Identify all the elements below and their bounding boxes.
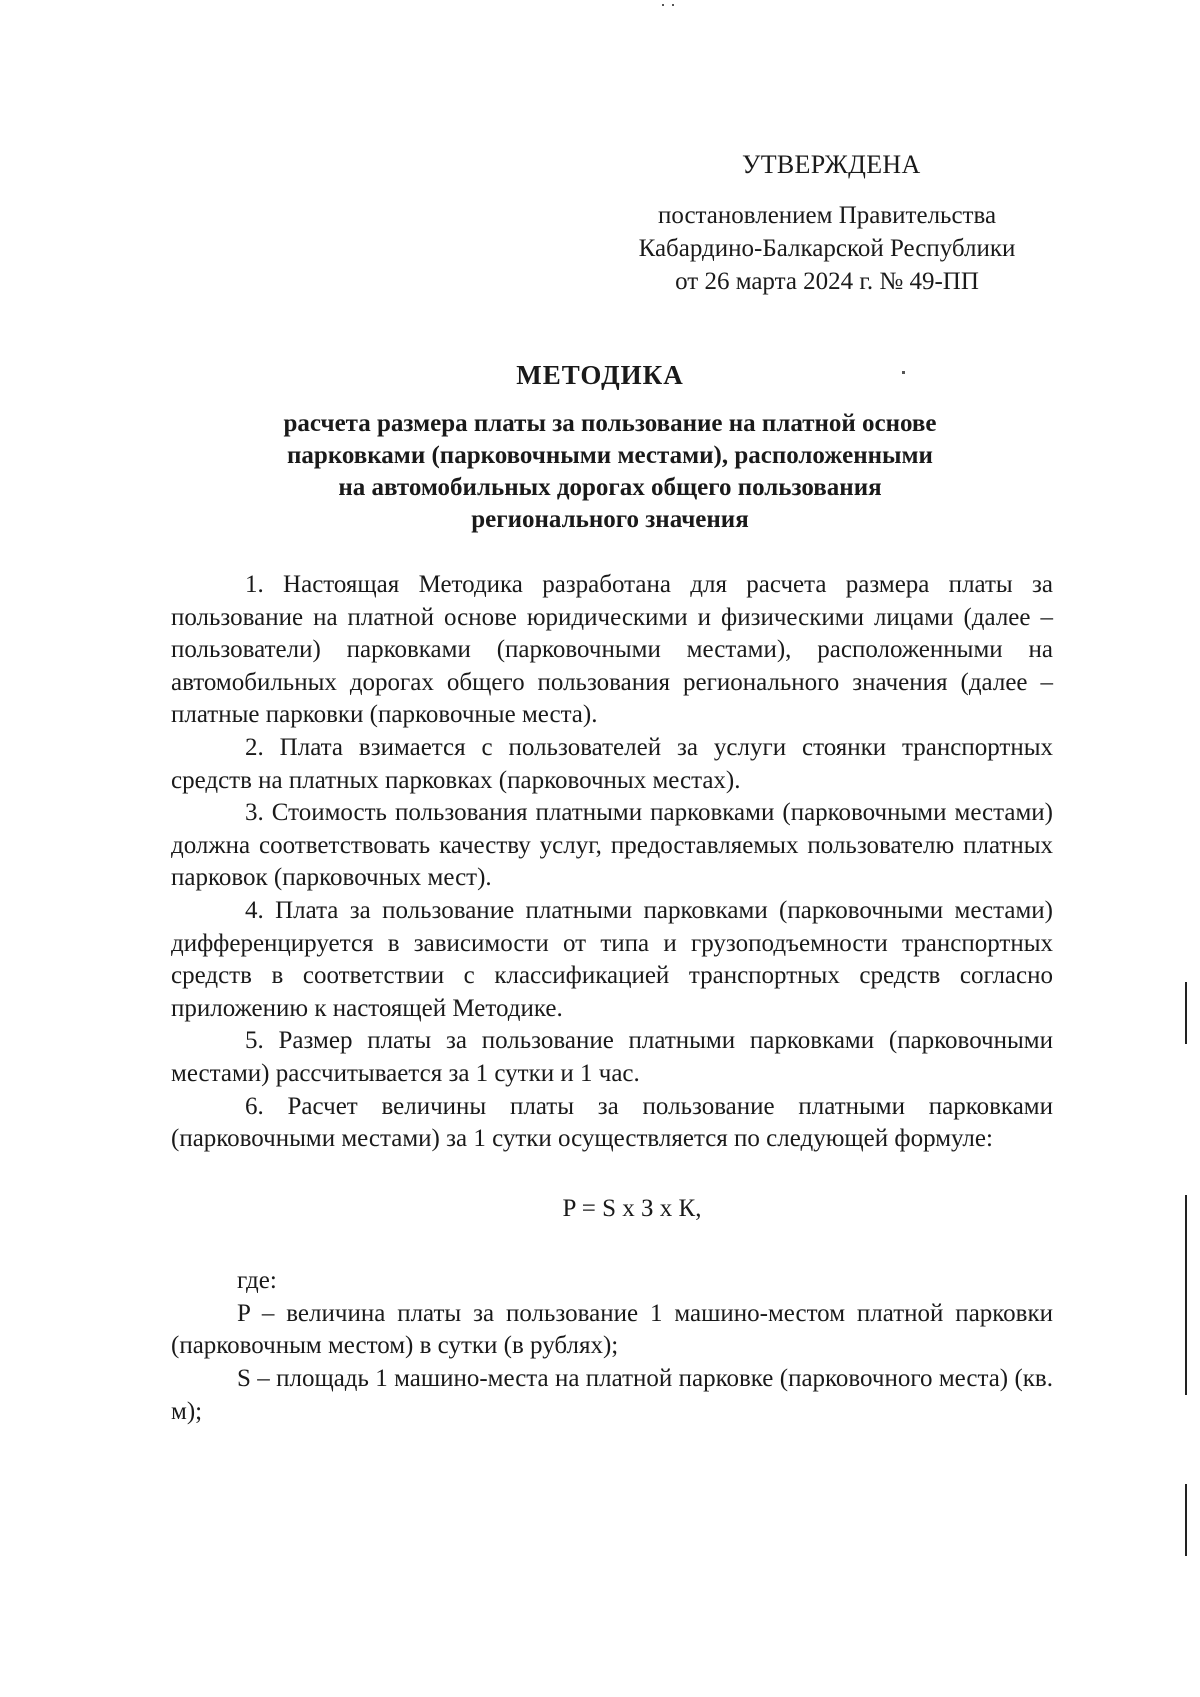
scan-speck xyxy=(672,4,674,6)
subtitle-line: регионального значения xyxy=(471,506,749,533)
scan-edge-mark xyxy=(1185,982,1187,1044)
paragraph-2: 2. Плата взимается с пользователей за услуги стоянки транспортных средств на платных парковках (парковочных местах). xyxy=(171,733,1053,794)
subtitle-line: парковками (парковочными местами), расположенными xyxy=(287,442,933,469)
scan-speck xyxy=(662,4,664,6)
scan-edge-mark xyxy=(1185,1484,1187,1556)
paragraph-4: 4. Плата за пользование платными парковками (парковочными местами) дифференцируется в зависимости от типа и грузоподъемности транспортных средств в соответствии с классификацией транспортных средств согласно приложению к настоящей Методике. xyxy=(171,896,1053,1022)
subtitle-line: на автомобильных дорогах общего пользования xyxy=(338,474,882,501)
approval-line: Кабардино-Балкарской Республики xyxy=(638,235,1016,262)
scan-edge-mark xyxy=(1185,1195,1187,1395)
document-title: МЕТОДИКА xyxy=(516,360,684,390)
paragraph-5: 5. Размер платы за пользование платными парковками (парковочными местами) рассчитывается за 1 сутки и 1 час. xyxy=(171,1027,1053,1087)
approval-line: от 26 марта 2024 г. № 49-ПП xyxy=(675,268,979,295)
approval-block xyxy=(600,199,1054,298)
approval-title: УТВЕРЖДЕНА xyxy=(742,150,921,179)
where-label: где: xyxy=(237,1267,277,1295)
approval-line: постановлением Правительства xyxy=(657,202,997,229)
definition-p: P – величина платы за пользование 1 машино-местом платной парковки (парковочным местом) в сутки (в рублях); xyxy=(171,1299,1053,1360)
paragraph-1: 1. Настоящая Методика разработана для расчета размера платы за пользование на платной основе юридическими и физическими лицами (далее – пользователи) парковками (парковочными местами), расположенными на автомобильных дорогах общего пользования регионального значения (далее – платные парковки (парковочные места). xyxy=(171,571,1053,729)
document-body xyxy=(171,569,1053,1428)
subtitle-line: расчета размера платы за пользование на платной основе xyxy=(283,410,937,437)
document-subtitle xyxy=(230,408,990,536)
definition-s: S – площадь 1 машино-места на платной парковке (парковочного места) (кв. м); xyxy=(171,1365,1053,1425)
formula: P = S х З х К, xyxy=(562,1194,702,1222)
paragraph-6: 6. Расчет величины платы за пользование платными парковками (парковочными местами) за 1 сутки осуществляется по следующей формуле: xyxy=(171,1092,1053,1153)
paragraph-3: 3. Стоимость пользования платными парковками (парковочными местами) должна соответствовать качеству услуг, предоставляемых пользователю платных парковок (парковочных мест). xyxy=(171,799,1053,892)
